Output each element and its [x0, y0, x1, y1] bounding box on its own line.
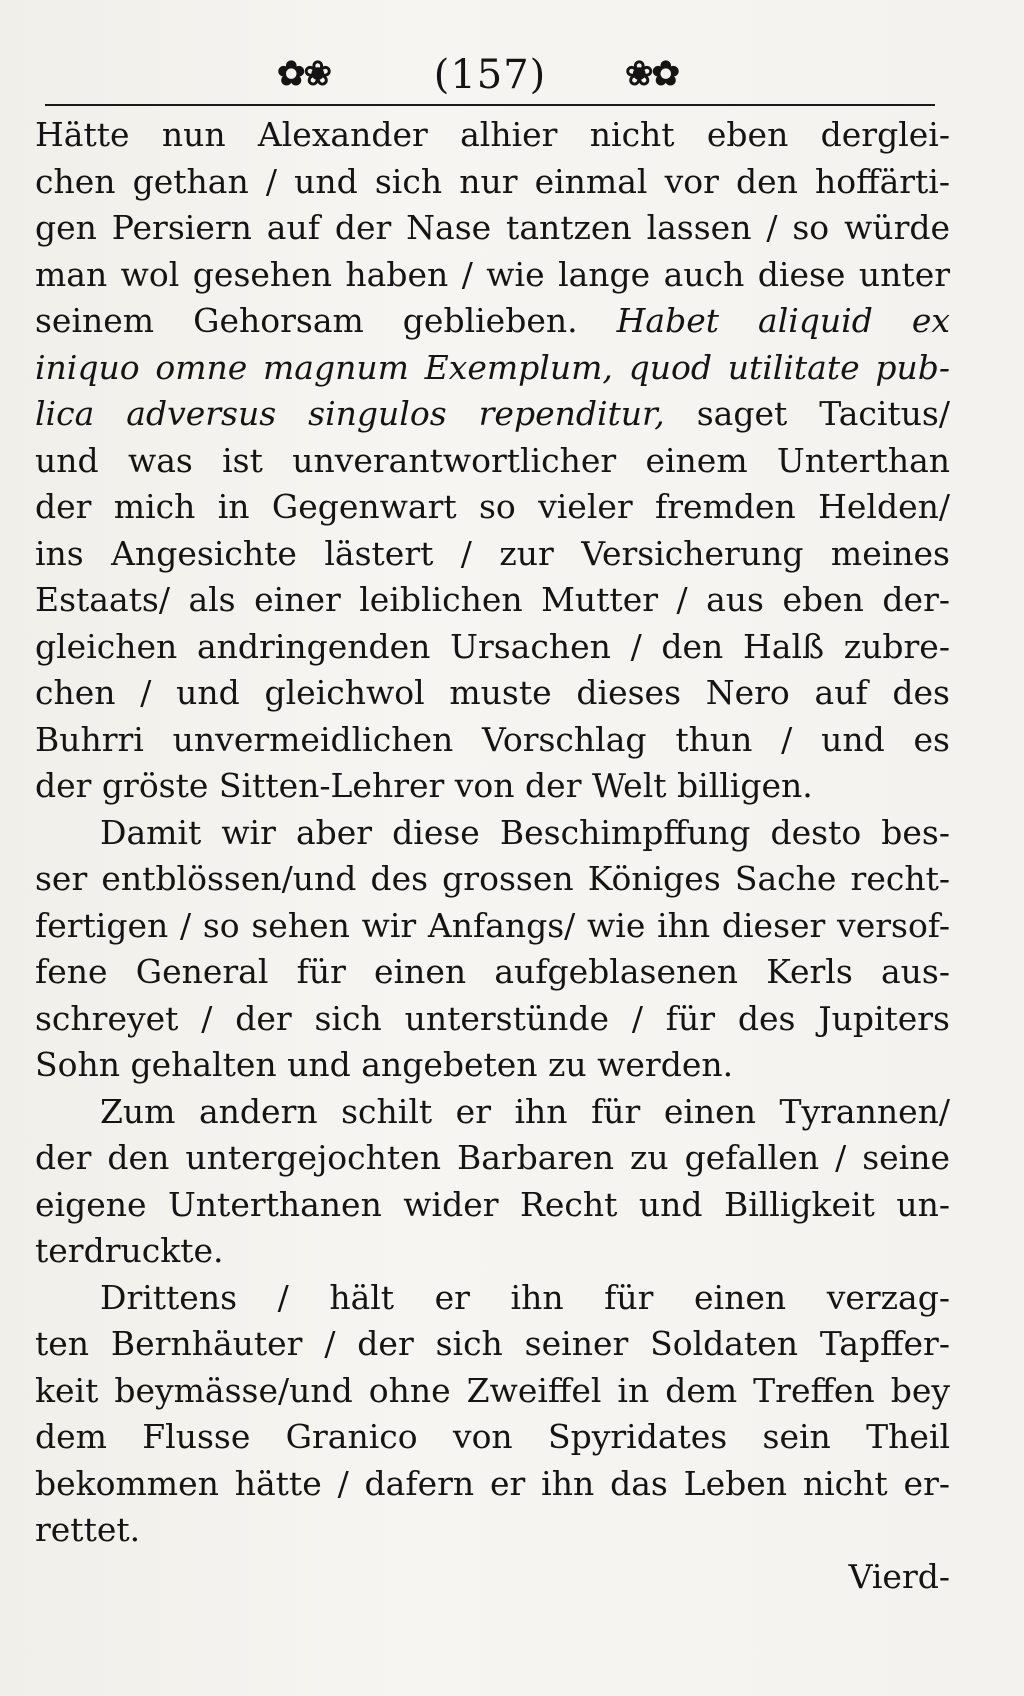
text-line	[35, 810, 950, 857]
line-text: chen / und gleichwol muste dieses Nero auf des	[35, 673, 950, 712]
text-line	[35, 717, 950, 764]
text-line	[35, 1321, 950, 1368]
text-line	[35, 670, 950, 717]
text-line	[35, 1554, 950, 1601]
line-text: der mich in Gegenwart so vieler fremden Helden/	[35, 487, 950, 526]
body-text	[35, 112, 950, 1600]
line-text: ins Angesichte lästert / zur Versicherung meines	[35, 533, 950, 573]
line-text: seinem Gehorsam geblieben.	[35, 301, 578, 340]
line-text: rettet.	[35, 1510, 141, 1549]
text-line	[35, 1414, 950, 1461]
text-line	[35, 949, 950, 996]
text-line	[35, 577, 950, 624]
header-rule	[45, 104, 935, 106]
latin-quote: lica adversus singulos rependitur,	[35, 394, 665, 433]
text-line	[35, 1135, 950, 1182]
line-text: Hätte nun Alexander alhier nicht eben derglei-	[35, 115, 950, 154]
text-line	[35, 624, 950, 671]
line-text: eigene Unterthanen wider Recht und Billigkeit un-	[35, 1184, 950, 1224]
left-ornament-icon: ✿❀	[277, 54, 330, 94]
line-text: saget Tacitus/	[696, 394, 950, 433]
text-line	[35, 205, 950, 252]
text-line	[35, 438, 950, 485]
line-text: Vierd-	[848, 1556, 950, 1596]
text-line	[35, 763, 950, 810]
line-text: chen gethan / und sich nur einmal vor den hoffärti-	[35, 161, 950, 201]
line-text: bekommen hätte / dafern er ihn das Leben nicht er-	[35, 1463, 950, 1503]
text-line	[35, 1089, 950, 1136]
latin-quote: iniquo omne magnum Exemplum, quod utilitate pub-	[35, 347, 950, 387]
page-number: (157)	[433, 52, 547, 98]
line-text: Estaats/ als einer leiblichen Mutter / aus eben der-	[35, 580, 950, 619]
line-text: man wol gesehen haben / wie lange auch diese unter	[35, 254, 950, 294]
text-line	[35, 484, 950, 531]
line-text: fertigen / so sehen wir Anfangs/ wie ihn dieser versof-	[35, 905, 950, 945]
text-line	[35, 1182, 950, 1229]
text-line	[35, 1368, 950, 1415]
text-line	[35, 1507, 950, 1554]
text-line	[35, 112, 950, 159]
line-text: schreyet / der sich unterstünde / für des Jupiters	[35, 998, 950, 1038]
text-line	[35, 345, 950, 392]
line-text: der gröste Sitten-Lehrer von der Welt billigen.	[35, 766, 813, 805]
text-line	[35, 298, 950, 345]
text-line	[35, 252, 950, 299]
line-text: ten Bernhäuter / der sich seiner Soldaten Tapffer-	[35, 1324, 950, 1363]
text-line	[35, 391, 950, 438]
text-line	[35, 996, 950, 1043]
line-text: gleichen andringenden Ursachen / den Halß zubre-	[35, 626, 950, 666]
line-text: Drittens / hält er ihn für einen verzag-	[100, 1277, 950, 1317]
line-text: keit beymässe/und ohne Zweiffel in dem Treffen bey	[35, 1370, 950, 1410]
line-text: Zum andern schilt er ihn für einen Tyrannen/	[100, 1091, 950, 1131]
line-text: und was ist unverantwortlicher einem Unterthan	[35, 440, 950, 480]
text-line	[35, 856, 950, 903]
line-text: Damit wir aber diese Beschimpffung desto bes-	[100, 812, 950, 852]
latin-quote: Habet aliquid ex	[616, 301, 950, 340]
page-header	[45, 48, 935, 106]
line-text: Buhrri unvermeidlichen Vorschlag thun / und es	[35, 719, 950, 759]
text-line	[35, 1461, 950, 1508]
line-text: Sohn gehalten und angebeten zu werden.	[35, 1045, 734, 1084]
line-text: fene General für einen aufgeblasenen Kerls aus-	[35, 952, 950, 991]
line-text: dem Flusse Granico von Spyridates sein Theil	[35, 1417, 950, 1456]
line-text: gen Persiern auf der Nase tantzen lassen / so würde	[35, 208, 950, 247]
line-text: der den untergejochten Barbaren zu gefallen / seine	[35, 1138, 950, 1177]
text-line	[35, 159, 950, 206]
text-line	[35, 903, 950, 950]
line-text: ser entblössen/und des grossen Königes Sache recht-	[35, 859, 950, 898]
text-line	[35, 531, 950, 578]
text-line	[35, 1042, 950, 1089]
text-line	[35, 1228, 950, 1275]
line-text: terdruckte.	[35, 1231, 224, 1270]
text-line	[35, 1275, 950, 1322]
right-ornament-icon: ❀✿	[625, 54, 678, 94]
